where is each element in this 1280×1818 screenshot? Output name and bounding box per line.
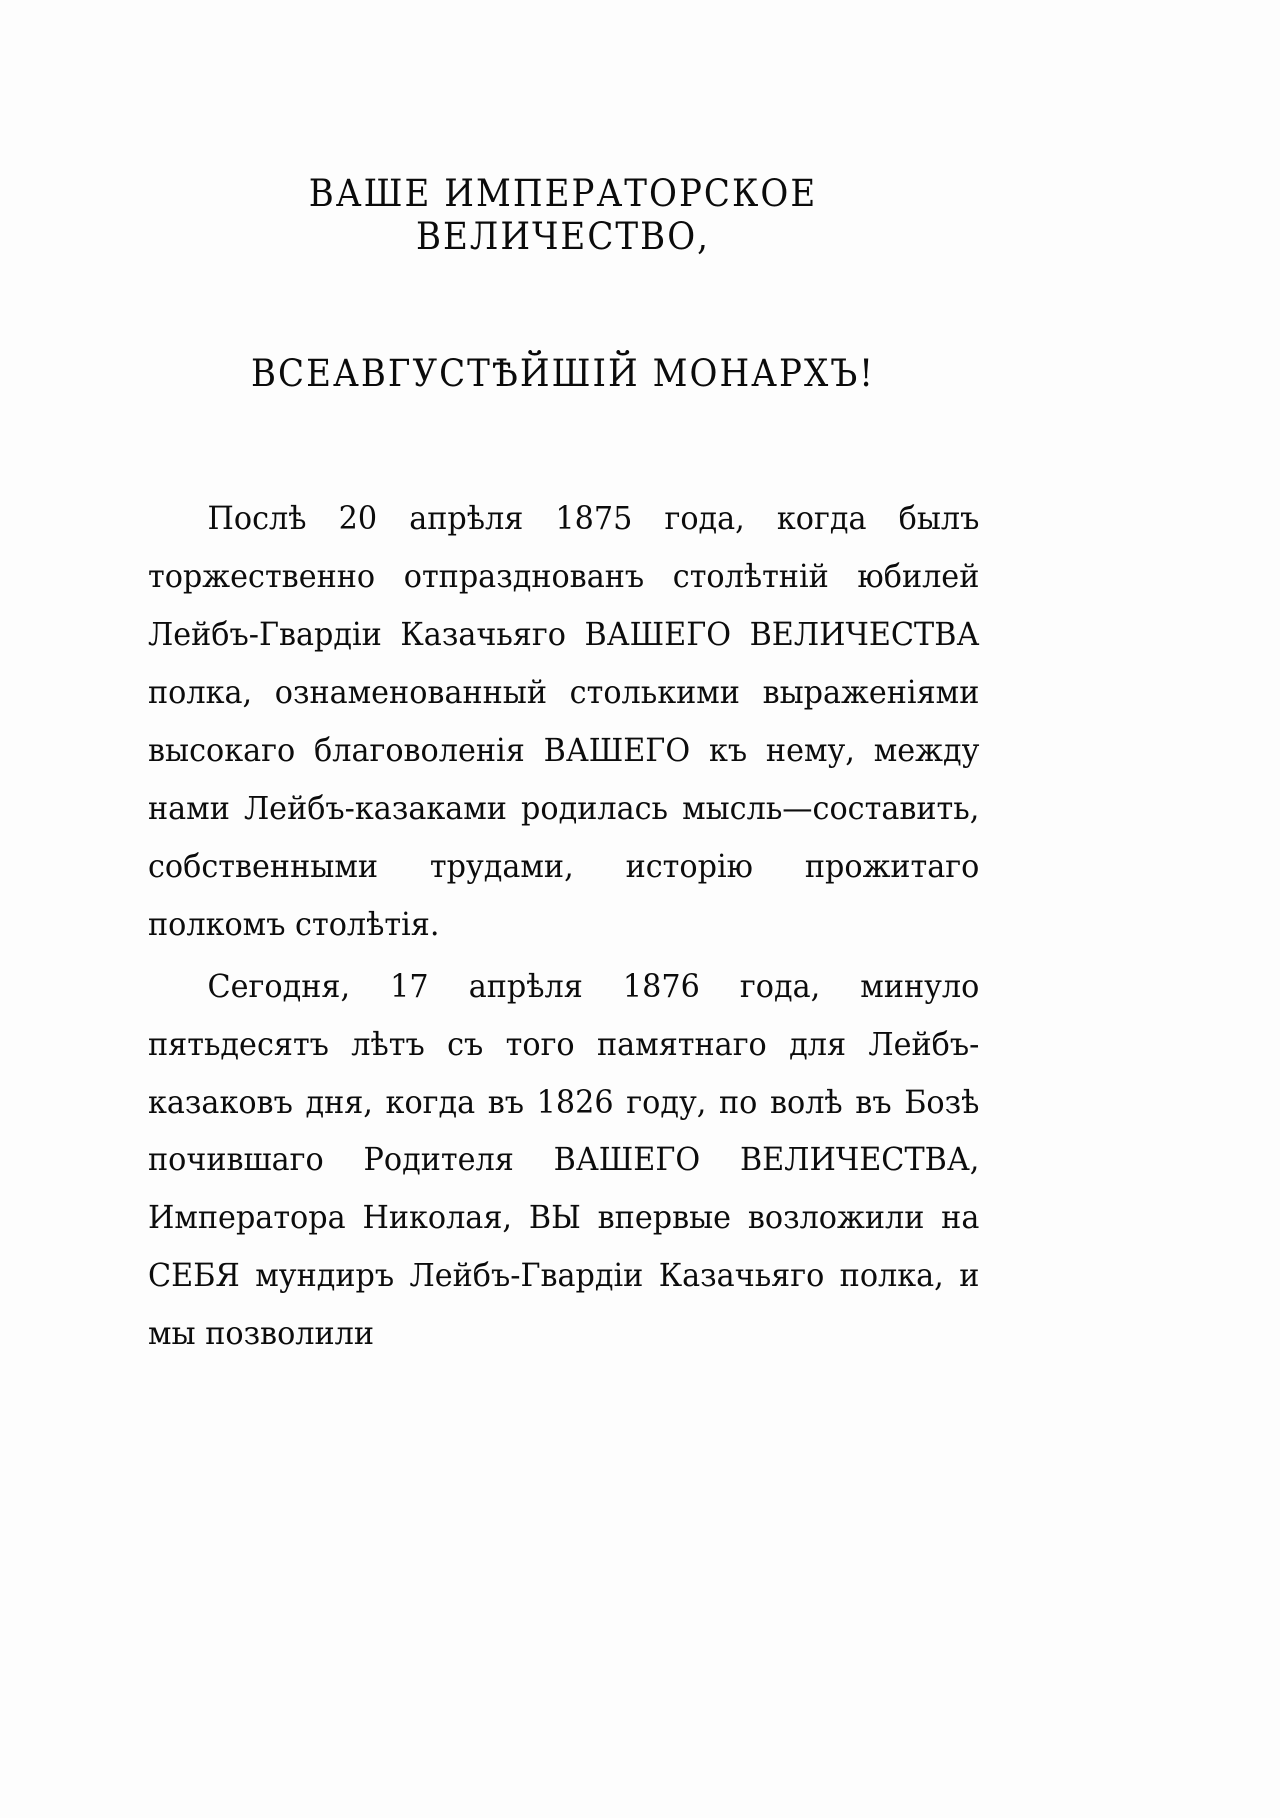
paragraph-2: Сегодня, 17 апрѣля 1876 года, минуло пятьдесятъ лѣтъ съ того памятнаго для Лейбъ-казаковъ дня, когда въ 1826 году, по волѣ въ Бозѣ почившаго Родителя ВАШЕГО ВЕЛИЧЕСТВА, Императора Николая, ВЫ впервые возложили на СЕБЯ мундиръ Лейбъ-Гвардіи Казачьяго полка, и мы позволили: [148, 968, 980, 1353]
body-text: [148, 491, 978, 1364]
dedication-heading-line-1: ВАШЕ ИМПЕРАТОРСКОЕ ВЕЛИЧЕСТВО,: [308, 172, 818, 258]
dedication-heading-line-2: ВСЕАВГУСТѢЙШІЙ МОНАРХЪ!: [250, 352, 876, 395]
page-content: [148, 150, 978, 1364]
paragraph-1: Послѣ 20 апрѣля 1875 года, когда былъ торжественно отпразднованъ столѣтній юбилей Лейбъ-Гвардіи Казачьяго ВАШЕГО ВЕЛИЧЕСТВА полка, ознаменованный столькими выраженіями высокаго благоволенія ВАШЕГО къ нему, между нами Лейбъ-казаками родилась мысль—составить, собственными трудами, исторію прожитаго полкомъ столѣтія.: [148, 501, 980, 943]
